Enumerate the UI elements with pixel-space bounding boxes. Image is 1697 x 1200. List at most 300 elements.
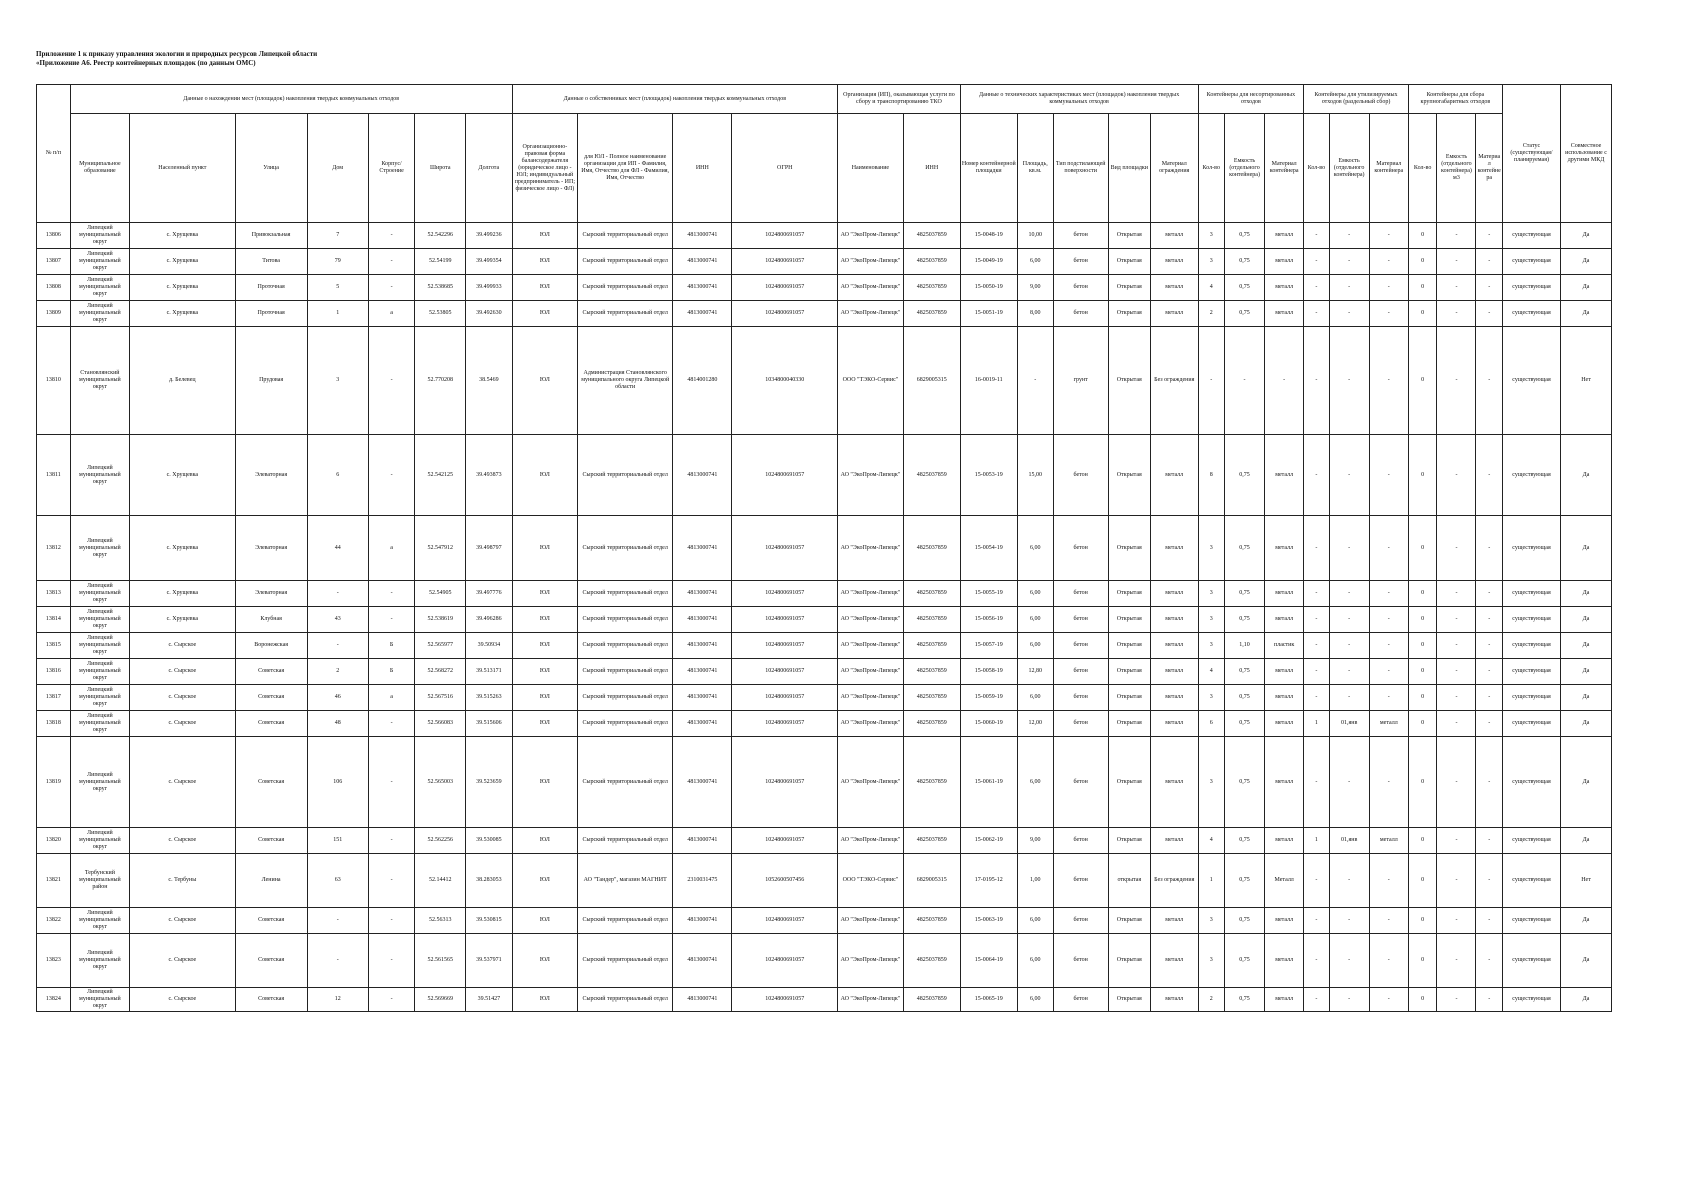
- table-cell: металл: [1150, 249, 1198, 275]
- table-cell: 9,00: [1017, 275, 1053, 301]
- table-cell: 39.498797: [466, 516, 513, 581]
- table-cell: 4825037859: [903, 581, 960, 607]
- table-cell: Открытая: [1108, 223, 1150, 249]
- column-header: ИНН: [903, 114, 960, 223]
- table-cell: 0: [1408, 934, 1437, 988]
- table-cell: -: [1437, 516, 1476, 581]
- table-cell: -: [1304, 581, 1329, 607]
- column-header: Материал контейнера: [1476, 114, 1502, 223]
- table-cell: 39.513171: [466, 659, 513, 685]
- group-header-row: [37, 85, 1612, 114]
- table-cell: 39.492630: [466, 301, 513, 327]
- table-cell: Тербунский муниципальный район: [70, 854, 129, 908]
- table-cell: существующая: [1502, 301, 1560, 327]
- table-cell: с. Хрущевка: [130, 516, 236, 581]
- table-cell: 0,75: [1224, 275, 1264, 301]
- table-cell: Прудовая: [235, 327, 307, 435]
- table-row: [37, 249, 1612, 275]
- table-cell: Открытая: [1108, 659, 1150, 685]
- table-cell: 3: [1198, 249, 1224, 275]
- table-cell: 0,75: [1224, 607, 1264, 633]
- table-cell: -: [1304, 327, 1329, 435]
- table-cell: 13818: [37, 711, 71, 737]
- table-cell: Липецкий муниципальный округ: [70, 934, 129, 988]
- table-cell: металл: [1150, 581, 1198, 607]
- table-cell: 1024800691057: [732, 908, 838, 934]
- table-cell: Липецкий муниципальный округ: [70, 828, 129, 854]
- table-row: [37, 908, 1612, 934]
- table-cell: существующая: [1502, 854, 1560, 908]
- table-cell: -: [1369, 516, 1408, 581]
- table-cell: -: [1369, 659, 1408, 685]
- table-cell: АО "ЭкоПром-Липецк": [838, 223, 904, 249]
- registry-table: [36, 84, 1612, 1012]
- table-cell: АО "ЭкоПром-Липецк": [838, 659, 904, 685]
- group-owners: Данные о собственниках мест (площадок) накопления твердых коммунальных отходов: [512, 85, 838, 114]
- table-cell: 0: [1408, 249, 1437, 275]
- table-cell: Сырский территориальный отдел: [578, 934, 673, 988]
- table-cell: -: [1437, 581, 1476, 607]
- table-cell: 6,00: [1017, 908, 1053, 934]
- table-cell: 4813000741: [673, 516, 732, 581]
- table-cell: Открытая: [1108, 633, 1150, 659]
- table-cell: с. Тербуны: [130, 854, 236, 908]
- table-cell: бетон: [1053, 828, 1108, 854]
- table-cell: существующая: [1502, 607, 1560, 633]
- table-cell: 1024800691057: [732, 581, 838, 607]
- table-cell: Ленина: [235, 854, 307, 908]
- table-cell: -: [368, 275, 415, 301]
- table-cell: 15-0055-19: [960, 581, 1017, 607]
- table-cell: 5: [307, 275, 368, 301]
- table-cell: Советская: [235, 659, 307, 685]
- table-cell: -: [1224, 327, 1264, 435]
- table-cell: -: [1476, 275, 1502, 301]
- table-cell: 15-0059-19: [960, 685, 1017, 711]
- table-cell: 0,75: [1224, 301, 1264, 327]
- table-cell: существующая: [1502, 988, 1560, 1012]
- table-cell: -: [368, 581, 415, 607]
- table-cell: металл: [1369, 711, 1408, 737]
- table-cell: 3: [307, 327, 368, 435]
- table-cell: ЮЛ: [512, 711, 578, 737]
- table-cell: 1024800691057: [732, 435, 838, 516]
- table-cell: бетон: [1053, 301, 1108, 327]
- table-cell: 4825037859: [903, 223, 960, 249]
- table-cell: -: [1369, 737, 1408, 828]
- table-cell: Сырский территориальный отдел: [578, 223, 673, 249]
- table-cell: металл: [1265, 607, 1304, 633]
- table-cell: -: [1329, 737, 1369, 828]
- table-cell: с. Хрущевка: [130, 275, 236, 301]
- table-cell: металл: [1265, 223, 1304, 249]
- table-cell: Сырский территориальный отдел: [578, 908, 673, 934]
- table-cell: Липецкий муниципальный округ: [70, 516, 129, 581]
- group-tech: Данные о технических характеристиках мест (площадок) накопления твердых коммунальных отходов: [960, 85, 1198, 114]
- table-cell: 1024800691057: [732, 685, 838, 711]
- table-cell: 1052600507456: [732, 854, 838, 908]
- table-cell: 2: [1198, 988, 1224, 1012]
- table-cell: -: [368, 327, 415, 435]
- table-cell: Липецкий муниципальный округ: [70, 223, 129, 249]
- table-row: [37, 327, 1612, 435]
- table-cell: 13820: [37, 828, 71, 854]
- column-header: Емкость (отдельного контейнера): [1224, 114, 1264, 223]
- table-cell: 15-0049-19: [960, 249, 1017, 275]
- table-cell: Липецкий муниципальный округ: [70, 249, 129, 275]
- table-cell: АО "ЭкоПром-Липецк": [838, 633, 904, 659]
- table-cell: 1024800691057: [732, 711, 838, 737]
- table-cell: 39.493873: [466, 435, 513, 516]
- table-cell: 1: [307, 301, 368, 327]
- column-header: Емкость (отдельного контейнера): [1329, 114, 1369, 223]
- table-cell: ЮЛ: [512, 685, 578, 711]
- table-cell: бетон: [1053, 275, 1108, 301]
- table-cell: -: [1437, 737, 1476, 828]
- table-cell: 63: [307, 854, 368, 908]
- table-cell: АО "ЭкоПром-Липецк": [838, 516, 904, 581]
- table-cell: 0,75: [1224, 659, 1264, 685]
- table-row: [37, 737, 1612, 828]
- table-cell: ЮЛ: [512, 249, 578, 275]
- table-cell: 4825037859: [903, 633, 960, 659]
- table-cell: АО "ЭкоПром-Липецк": [838, 934, 904, 988]
- table-cell: 39.523659: [466, 737, 513, 828]
- table-cell: 6,00: [1017, 988, 1053, 1012]
- table-cell: металл: [1265, 435, 1304, 516]
- table-cell: 4825037859: [903, 607, 960, 633]
- table-cell: 6: [1198, 711, 1224, 737]
- table-cell: 13810: [37, 327, 71, 435]
- table-cell: Металл: [1265, 854, 1304, 908]
- group-operator: Организация (ИП), оказывающая услуги по сбору и транспортированию ТКО: [838, 85, 961, 114]
- table-cell: Элеваторная: [235, 581, 307, 607]
- table-cell: 3: [1198, 516, 1224, 581]
- table-cell: ЮЛ: [512, 301, 578, 327]
- table-cell: ЮЛ: [512, 516, 578, 581]
- table-cell: 1024800691057: [732, 249, 838, 275]
- table-cell: с. Сырское: [130, 908, 236, 934]
- table-cell: 4825037859: [903, 685, 960, 711]
- table-cell: 79: [307, 249, 368, 275]
- table-row: [37, 581, 1612, 607]
- table-cell: Да: [1561, 828, 1612, 854]
- table-cell: Советская: [235, 934, 307, 988]
- table-cell: бетон: [1053, 249, 1108, 275]
- table-cell: металл: [1265, 828, 1304, 854]
- table-cell: Да: [1561, 633, 1612, 659]
- table-cell: Воронежская: [235, 633, 307, 659]
- table-cell: 39.499354: [466, 249, 513, 275]
- table-row: [37, 828, 1612, 854]
- table-cell: Сырский территориальный отдел: [578, 633, 673, 659]
- table-cell: 4825037859: [903, 301, 960, 327]
- table-cell: металл: [1150, 828, 1198, 854]
- table-cell: 1024800691057: [732, 988, 838, 1012]
- table-cell: металл: [1265, 934, 1304, 988]
- table-cell: 4825037859: [903, 275, 960, 301]
- table-cell: Без ограждения: [1150, 327, 1198, 435]
- table-cell: 6829005315: [903, 327, 960, 435]
- column-header: для ЮЛ - Полное наименование организации для ИП - Фамилия, Имя, Отчество для ФЛ - Фамилия, Имя, Отчество: [578, 114, 673, 223]
- table-cell: 39.50934: [466, 633, 513, 659]
- table-cell: 0,75: [1224, 516, 1264, 581]
- table-cell: бетон: [1053, 607, 1108, 633]
- table-cell: существующая: [1502, 516, 1560, 581]
- table-cell: 52.538619: [415, 607, 466, 633]
- table-cell: 4813000741: [673, 581, 732, 607]
- table-cell: с. Хрущевка: [130, 249, 236, 275]
- table-cell: -: [1369, 249, 1408, 275]
- table-cell: Клубная: [235, 607, 307, 633]
- table-row: [37, 854, 1612, 908]
- table-cell: металл: [1265, 711, 1304, 737]
- table-cell: Липецкий муниципальный округ: [70, 908, 129, 934]
- table-cell: Советская: [235, 828, 307, 854]
- table-cell: а: [368, 301, 415, 327]
- table-cell: -: [1437, 828, 1476, 854]
- table-cell: -: [368, 223, 415, 249]
- table-cell: 39.51427: [466, 988, 513, 1012]
- table-cell: -: [1304, 516, 1329, 581]
- column-header: Кол-во: [1198, 114, 1224, 223]
- column-header: Тип подстилающей поверхности: [1053, 114, 1108, 223]
- table-cell: 3: [1198, 685, 1224, 711]
- table-cell: Да: [1561, 659, 1612, 685]
- column-header: ИНН: [673, 114, 732, 223]
- table-cell: 1: [1304, 711, 1329, 737]
- table-cell: -: [1476, 249, 1502, 275]
- table-cell: 15-0056-19: [960, 607, 1017, 633]
- table-cell: АО "ЭкоПром-Липецк": [838, 607, 904, 633]
- table-cell: бетон: [1053, 581, 1108, 607]
- column-header: Долгота: [466, 114, 513, 223]
- table-cell: 0,75: [1224, 988, 1264, 1012]
- table-cell: 52.566083: [415, 711, 466, 737]
- table-cell: -: [1329, 685, 1369, 711]
- table-cell: 0: [1408, 685, 1437, 711]
- table-cell: 0: [1408, 633, 1437, 659]
- table-cell: -: [1369, 275, 1408, 301]
- table-cell: Да: [1561, 223, 1612, 249]
- table-cell: -: [1198, 327, 1224, 435]
- table-cell: Липецкий муниципальный округ: [70, 988, 129, 1012]
- column-header: Материал контейнера: [1265, 114, 1304, 223]
- table-cell: -: [1329, 908, 1369, 934]
- table-cell: 15-0051-19: [960, 301, 1017, 327]
- table-cell: 4825037859: [903, 908, 960, 934]
- table-cell: -: [1329, 607, 1369, 633]
- table-cell: -: [1476, 988, 1502, 1012]
- table-cell: 16-0019-11: [960, 327, 1017, 435]
- table-cell: существующая: [1502, 659, 1560, 685]
- column-header: Населенный пункт: [130, 114, 236, 223]
- table-cell: 4: [1198, 828, 1224, 854]
- table-cell: -: [1476, 934, 1502, 988]
- table-cell: 4813000741: [673, 633, 732, 659]
- table-cell: 15-0063-19: [960, 908, 1017, 934]
- table-cell: -: [1329, 223, 1369, 249]
- table-cell: -: [1304, 685, 1329, 711]
- table-cell: -: [1304, 908, 1329, 934]
- table-cell: бетон: [1053, 908, 1108, 934]
- table-cell: 0: [1408, 659, 1437, 685]
- table-cell: 4813000741: [673, 685, 732, 711]
- table-cell: 7: [307, 223, 368, 249]
- table-cell: -: [368, 828, 415, 854]
- table-cell: с. Сырское: [130, 828, 236, 854]
- table-cell: 6,00: [1017, 685, 1053, 711]
- title-line-1: Приложение 1 к приказу управления экологии и природных ресурсов Липецкой области: [36, 50, 318, 58]
- table-cell: -: [1329, 435, 1369, 516]
- group-recycle-containers: Контейнеры для утилизируемых отходов (раздельный сбор): [1304, 85, 1409, 114]
- table-cell: металл: [1150, 301, 1198, 327]
- table-cell: ООО "ТЭКО-Сервис": [838, 854, 904, 908]
- table-cell: -: [1369, 934, 1408, 988]
- table-cell: металл: [1265, 249, 1304, 275]
- column-header: Муниципальное образование: [70, 114, 129, 223]
- table-cell: 0: [1408, 301, 1437, 327]
- table-cell: 39.515606: [466, 711, 513, 737]
- table-cell: открытая: [1108, 854, 1150, 908]
- table-cell: 52.547912: [415, 516, 466, 581]
- table-cell: -: [1304, 275, 1329, 301]
- table-cell: ЮЛ: [512, 581, 578, 607]
- table-cell: металл: [1150, 516, 1198, 581]
- table-cell: 6,00: [1017, 249, 1053, 275]
- table-cell: 0,75: [1224, 908, 1264, 934]
- table-cell: ЮЛ: [512, 327, 578, 435]
- table-cell: а: [368, 516, 415, 581]
- table-cell: 4814001280: [673, 327, 732, 435]
- table-cell: 0,75: [1224, 737, 1264, 828]
- table-cell: -: [1437, 301, 1476, 327]
- table-cell: 1,10: [1224, 633, 1264, 659]
- table-cell: 15-0060-19: [960, 711, 1017, 737]
- table-cell: Да: [1561, 685, 1612, 711]
- table-cell: металл: [1369, 828, 1408, 854]
- table-cell: Привокзальная: [235, 223, 307, 249]
- column-header: Площадь, кв.м.: [1017, 114, 1053, 223]
- table-cell: Липецкий муниципальный округ: [70, 737, 129, 828]
- table-cell: 15-0057-19: [960, 633, 1017, 659]
- table-cell: -: [1304, 659, 1329, 685]
- table-cell: 13819: [37, 737, 71, 828]
- table-cell: -: [1476, 908, 1502, 934]
- table-cell: Советская: [235, 685, 307, 711]
- table-cell: 4: [1198, 659, 1224, 685]
- table-cell: 15-0050-19: [960, 275, 1017, 301]
- table-cell: 38.283053: [466, 854, 513, 908]
- table-cell: 1024800691057: [732, 633, 838, 659]
- table-cell: 0: [1408, 711, 1437, 737]
- table-cell: Открытая: [1108, 934, 1150, 988]
- table-cell: 106: [307, 737, 368, 828]
- table-cell: 6: [307, 435, 368, 516]
- table-cell: Да: [1561, 934, 1612, 988]
- table-cell: Да: [1561, 516, 1612, 581]
- table-cell: -: [1437, 908, 1476, 934]
- table-cell: Открытая: [1108, 301, 1150, 327]
- table-cell: -: [1437, 854, 1476, 908]
- column-header-row: [37, 114, 1612, 223]
- column-header: Организационно-правовая форма балансодержателя (юридическое лицо - ЮЛ; индивидуальный предприниматель - ИП; физическое лицо - ФЛ): [512, 114, 578, 223]
- table-cell: 4813000741: [673, 737, 732, 828]
- table-cell: существующая: [1502, 633, 1560, 659]
- table-cell: 0: [1408, 516, 1437, 581]
- header-num: № п/п: [37, 85, 71, 223]
- table-cell: 15-0065-19: [960, 988, 1017, 1012]
- table-cell: Сырский территориальный отдел: [578, 435, 673, 516]
- table-cell: 0: [1408, 275, 1437, 301]
- table-cell: -: [1437, 988, 1476, 1012]
- table-cell: Липецкий муниципальный округ: [70, 685, 129, 711]
- table-cell: 4813000741: [673, 607, 732, 633]
- table-cell: Открытая: [1108, 516, 1150, 581]
- table-cell: пластик: [1265, 633, 1304, 659]
- table-cell: 0: [1408, 828, 1437, 854]
- table-cell: ЮЛ: [512, 737, 578, 828]
- table-cell: металл: [1265, 908, 1304, 934]
- group-bulky-containers: Контейнеры для сбора крупногабаритных отходов: [1408, 85, 1502, 114]
- table-cell: -: [1437, 934, 1476, 988]
- table-cell: Открытая: [1108, 249, 1150, 275]
- table-cell: -: [1329, 275, 1369, 301]
- header-status: Статус (существующая/планируемая): [1502, 85, 1560, 223]
- table-cell: 0: [1408, 327, 1437, 435]
- table-cell: Советская: [235, 988, 307, 1012]
- table-cell: 13822: [37, 908, 71, 934]
- table-cell: металл: [1265, 301, 1304, 327]
- table-cell: Сырский территориальный отдел: [578, 685, 673, 711]
- table-cell: -: [307, 581, 368, 607]
- table-cell: 0: [1408, 223, 1437, 249]
- table-cell: 44: [307, 516, 368, 581]
- column-header: Материал ограждения: [1150, 114, 1198, 223]
- table-cell: с. Сырское: [130, 659, 236, 685]
- table-row: [37, 633, 1612, 659]
- table-cell: д. Белевец: [130, 327, 236, 435]
- table-cell: -: [1304, 223, 1329, 249]
- table-cell: металл: [1265, 581, 1304, 607]
- table-cell: 13814: [37, 607, 71, 633]
- table-cell: Открытая: [1108, 711, 1150, 737]
- table-cell: -: [1369, 908, 1408, 934]
- table-cell: -: [368, 908, 415, 934]
- table-cell: -: [1329, 659, 1369, 685]
- table-cell: -: [1476, 685, 1502, 711]
- table-cell: 2: [1198, 301, 1224, 327]
- table-cell: -: [1329, 516, 1369, 581]
- table-cell: Открытая: [1108, 908, 1150, 934]
- table-cell: ЮЛ: [512, 988, 578, 1012]
- table-cell: АО "ЭкоПром-Липецк": [838, 737, 904, 828]
- table-cell: 48: [307, 711, 368, 737]
- table-cell: -: [1437, 633, 1476, 659]
- table-cell: АО "ЭкоПром-Липецк": [838, 685, 904, 711]
- table-cell: 52.561565: [415, 934, 466, 988]
- table-cell: АО "ЭкоПром-Липецк": [838, 275, 904, 301]
- table-cell: ЮЛ: [512, 633, 578, 659]
- group-location: Данные о нахождении мест (площадок) накопления твердых коммунальных отходов: [70, 85, 512, 114]
- table-cell: -: [1329, 301, 1369, 327]
- table-cell: 4813000741: [673, 711, 732, 737]
- table-cell: -: [1369, 854, 1408, 908]
- table-cell: 15-0053-19: [960, 435, 1017, 516]
- table-cell: 13813: [37, 581, 71, 607]
- table-cell: -: [1476, 327, 1502, 435]
- table-cell: 39.499933: [466, 275, 513, 301]
